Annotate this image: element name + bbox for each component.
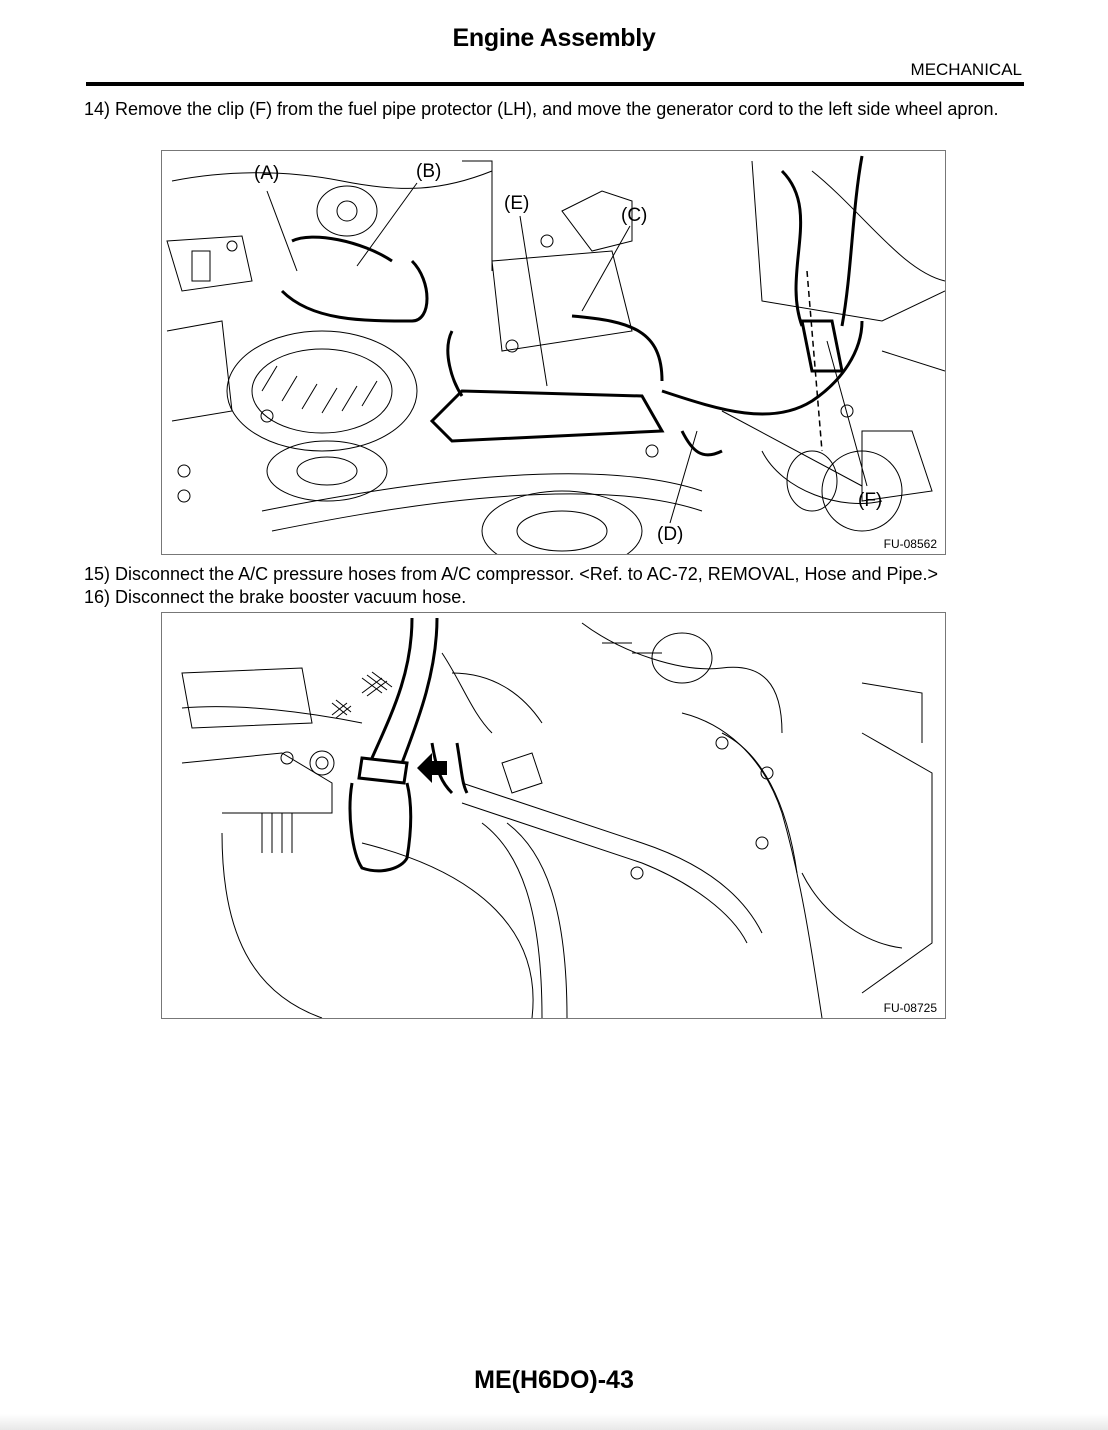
step-14-text: 14) Remove the clip (F) from the fuel pipe protector (LH), and move the generator cord to the left side wheel apron.	[84, 99, 999, 119]
figure-fu-08725	[161, 612, 946, 1019]
page-number: ME(H6DO)-43	[474, 1366, 634, 1394]
figure-code: FU-08562	[883, 537, 937, 551]
callout-f-label: (F)	[858, 490, 883, 511]
callout-e-label: (E)	[504, 193, 530, 214]
figure-code: FU-08725	[883, 1001, 937, 1015]
figure-fu-08562	[161, 150, 946, 555]
engine-harness-illustration	[162, 151, 945, 554]
step-15-text: 15) Disconnect the A/C pressure hoses from A/C compressor. <Ref. to AC-72, REMOVAL, Hose and Pipe.>	[84, 564, 939, 584]
brake-booster-hose-illustration	[162, 613, 945, 1018]
callout-c-label: (C)	[621, 205, 648, 226]
page-title: Engine Assembly	[452, 24, 656, 52]
section-name: MECHANICAL	[910, 60, 1022, 79]
callout-d-label: (D)	[657, 524, 684, 545]
header-rule	[86, 82, 1024, 86]
callout-a-label: (A)	[254, 163, 280, 184]
page-bottom-edge	[0, 1414, 1108, 1430]
callout-b-label: (B)	[416, 161, 442, 182]
step-16-text: 16) Disconnect the brake booster vacuum hose.	[84, 587, 467, 607]
